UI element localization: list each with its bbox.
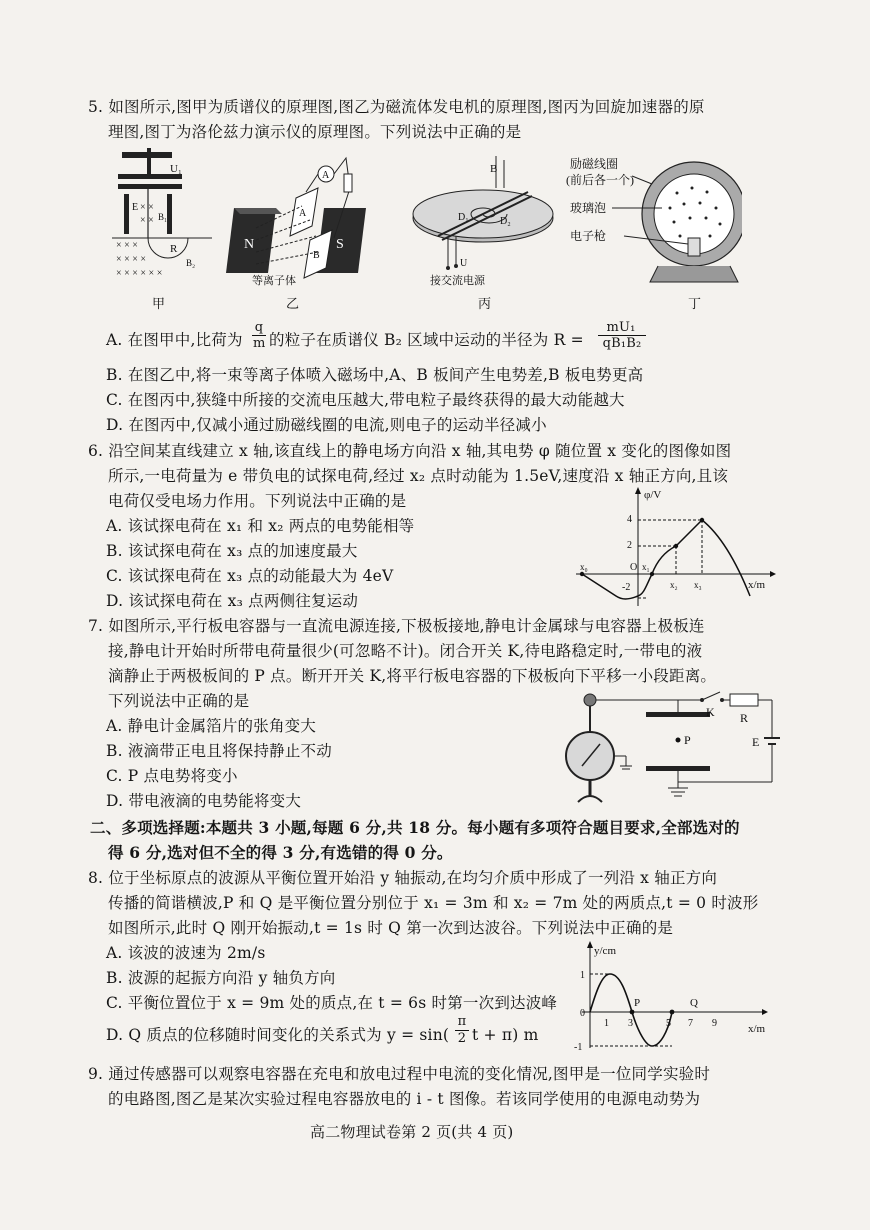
svg-text:E: E (752, 735, 760, 749)
q8-stem-line1: 8. 位于坐标原点的波源从平衡位置开始沿 y 轴振动,在均匀介质中形成了一列沿 x 轴正方向 (88, 869, 718, 887)
q5-option-c[interactable]: C. 在图丙中,狭缝中所接的交流电压越大,带电粒子最终获得的最大动能越大 (106, 391, 625, 409)
page-footer: 高二物理试卷第 2 页(共 4 页) (310, 1123, 514, 1141)
q7-option-c[interactable]: C. P 点电势将变小 (106, 767, 238, 785)
svg-text:x/m: x/m (748, 579, 766, 591)
svg-text:0: 0 (580, 1008, 585, 1019)
q6-stem-line3: 电荷仅受电场力作用。下列说法中正确的是 (108, 492, 407, 510)
q8-stem-line2: 传播的简谐横波,P 和 Q 是平衡位置分别位于 x₁ = 3m 和 x₂ = 7m 处的两质点,t = 0 时波形 (108, 894, 759, 912)
svg-text:R: R (740, 711, 749, 725)
section2-heading-line2: 得 6 分,选对但不全的得 3 分,有选错的得 0 分。 (108, 843, 453, 862)
svg-text:A: A (322, 170, 330, 181)
q8-option-d-prefix[interactable]: D. Q 质点的位移随时间变化的关系式为 y = sin( (106, 1026, 450, 1044)
figure-q8-wave-graph (572, 940, 772, 1052)
q5-option-d[interactable]: D. 在图丙中,仅减小通过励磁线圈的电流,则电子的运动半径减小 (106, 416, 547, 434)
svg-text:5: 5 (666, 1018, 671, 1029)
svg-text:A: A (299, 208, 307, 219)
svg-text:O: O (630, 562, 638, 573)
q6-option-b[interactable]: B. 该试探电荷在 x₃ 点的加速度最大 (106, 542, 358, 560)
q7-stem-line2: 接,静电计开始时所带电荷量很少(可忽略不计)。闭合开关 K,待电路稳定时,一带电的液 (108, 642, 703, 660)
svg-text:D₁: D₁ (458, 212, 469, 223)
svg-text:E: E (132, 202, 139, 213)
svg-text:x/m: x/m (748, 1023, 766, 1035)
q7-stem-line1: 7. 如图所示,平行板电容器与一直流电源连接,下极板接地,静电计金属球与电容器上极板连 (88, 617, 705, 635)
svg-text:× × × ×: × × × × (116, 254, 147, 265)
svg-text:7: 7 (688, 1018, 693, 1029)
section2-heading-line1: 二、多项选择题:本题共 3 小题,每题 6 分,共 18 分。每小题有多项符合题目要求,全部选对的 (90, 818, 740, 837)
svg-text:丁: 丁 (688, 296, 702, 311)
svg-text:1: 1 (604, 1018, 609, 1029)
svg-text:× ×: × × (140, 215, 154, 226)
svg-text:丙: 丙 (478, 296, 492, 311)
figure-q6-potential-graph (572, 486, 777, 612)
svg-text:甲: 甲 (152, 296, 166, 311)
q5-option-a-r-num: mU₁ (606, 320, 636, 335)
q9-stem-line1: 9. 通过传感器可以观察电容器在充电和放电过程中电流的变化情况,图甲是一位同学实验时 (88, 1065, 711, 1083)
svg-text:乙: 乙 (286, 296, 300, 311)
q7-option-d[interactable]: D. 带电液滴的电势能将变大 (106, 792, 302, 810)
svg-text:× ×: × × (140, 202, 154, 213)
figure-bing-cyclotron (408, 148, 558, 313)
q8-option-d-frac-num: π (457, 1014, 467, 1029)
q5-option-a-r-den: qB₁B₂ (602, 336, 642, 351)
svg-text:x₀: x₀ (580, 562, 588, 572)
svg-text:1: 1 (580, 970, 585, 981)
q5-option-a-frac-num: q (254, 320, 264, 335)
svg-text:x₂: x₂ (670, 580, 678, 590)
q5-stem-line1: 5. 如图所示,图甲为质谱仪的原理图,图乙为磁流体发电机的原理图,图丙为回旋加速器的原 (88, 98, 705, 116)
figure-q7-capacitor-circuit (560, 686, 780, 810)
svg-text:4: 4 (627, 514, 632, 525)
q5-option-b[interactable]: B. 在图乙中,将一束等离子体喷入磁场中,A、B 板间产生电势差,B 板电势更高 (106, 366, 644, 384)
svg-text:R: R (170, 243, 178, 255)
svg-text:B₂: B₂ (186, 258, 196, 268)
svg-text:(前后各一个): (前后各一个) (566, 173, 634, 187)
svg-text:B: B (313, 250, 320, 261)
svg-text:× × ×: × × × (116, 240, 138, 251)
svg-text:励磁线圈: 励磁线圈 (570, 157, 619, 171)
q7-option-b[interactable]: B. 液滴带正电且将保持静止不动 (106, 742, 332, 760)
svg-text:玻璃泡: 玻璃泡 (570, 201, 607, 215)
svg-text:-1: -1 (574, 1042, 583, 1052)
svg-text:2: 2 (627, 540, 632, 551)
svg-text:φ/V: φ/V (644, 489, 662, 501)
figure-ding-lorentz-demonstrator (562, 148, 742, 313)
svg-text:N: N (244, 237, 255, 252)
figure-jia-mass-spectrometer (112, 148, 222, 313)
q6-stem-line2: 所示,一电荷量为 e 带负电的试探电荷,经过 x₂ 点时动能为 1.5eV,速度沿 x 轴正方向,且该 (108, 467, 729, 485)
svg-text:U: U (460, 258, 468, 269)
q8-option-c[interactable]: C. 平衡位置位于 x = 9m 处的质点,在 t = 6s 时第一次到达波峰 (106, 994, 558, 1012)
q6-option-d[interactable]: D. 该试探电荷在 x₃ 点两侧往复运动 (106, 592, 359, 610)
q5-option-a-frac-den: m (253, 336, 266, 351)
figure-yi-mhd-generator (226, 148, 376, 313)
q7-option-a[interactable]: A. 静电计金属箔片的张角变大 (106, 717, 317, 735)
q6-option-c[interactable]: C. 该试探电荷在 x₃ 点的动能最大为 4eV (106, 567, 394, 585)
q7-stem-line3: 滴静止于两极板间的 P 点。断开开关 K,将平行板电容器的下极板向下平移一小段距离。 (108, 667, 717, 685)
q8-option-a[interactable]: A. 该波的波速为 2m/s (106, 944, 266, 962)
svg-text:P: P (684, 733, 691, 747)
q8-option-d-frac-den: 2 (457, 1031, 467, 1046)
q8-option-d-suffix: t + π) m (472, 1026, 539, 1044)
svg-text:× × × × × ×: × × × × × × (116, 268, 163, 279)
svg-text:U₁: U₁ (170, 163, 182, 175)
svg-text:电子枪: 电子枪 (570, 229, 607, 243)
svg-text:x₃: x₃ (694, 580, 702, 590)
svg-text:P: P (634, 997, 641, 1009)
q5-option-a-middle: 的粒子在质谱仪 B₂ 区域中运动的半径为 R = (269, 331, 584, 349)
svg-text:S: S (336, 237, 344, 252)
q8-option-b[interactable]: B. 波源的起振方向沿 y 轴负方向 (106, 969, 336, 987)
svg-text:x₁: x₁ (642, 562, 650, 572)
svg-text:接交流电源: 接交流电源 (430, 275, 485, 287)
svg-text:-2: -2 (622, 582, 631, 593)
svg-text:B: B (490, 163, 498, 175)
svg-text:3: 3 (628, 1018, 633, 1029)
svg-text:y/cm: y/cm (594, 945, 616, 957)
q6-stem-line1: 6. 沿空间某直线建立 x 轴,该直线上的静电场方向沿 x 轴,其电势 φ 随位置 x 变化的图像如图 (88, 442, 732, 460)
q8-stem-line3: 如图所示,此时 Q 刚开始振动,t = 1s 时 Q 第一次到达波谷。下列说法中正确的是 (108, 919, 674, 937)
q9-stem-line2: 的电路图,图乙是某次实验过程电容器放电的 i - t 图像。若该同学使用的电源电动势为 (108, 1090, 701, 1108)
q5-option-a-prefix[interactable]: A. 在图甲中,比荷为 (106, 331, 243, 349)
q6-option-a[interactable]: A. 该试探电荷在 x₁ 和 x₂ 两点的电势能相等 (106, 517, 415, 535)
svg-text:等离子体: 等离子体 (252, 275, 296, 287)
svg-text:Q: Q (690, 997, 698, 1009)
svg-text:D₂: D₂ (500, 216, 511, 227)
q7-stem-line4: 下列说法中正确的是 (108, 692, 250, 710)
svg-text:B₁: B₁ (158, 212, 168, 222)
svg-text:9: 9 (712, 1018, 717, 1029)
q5-stem-line2: 理图,图丁为洛伦兹力演示仪的原理图。下列说法中正确的是 (108, 123, 522, 141)
svg-text:K: K (706, 705, 715, 719)
